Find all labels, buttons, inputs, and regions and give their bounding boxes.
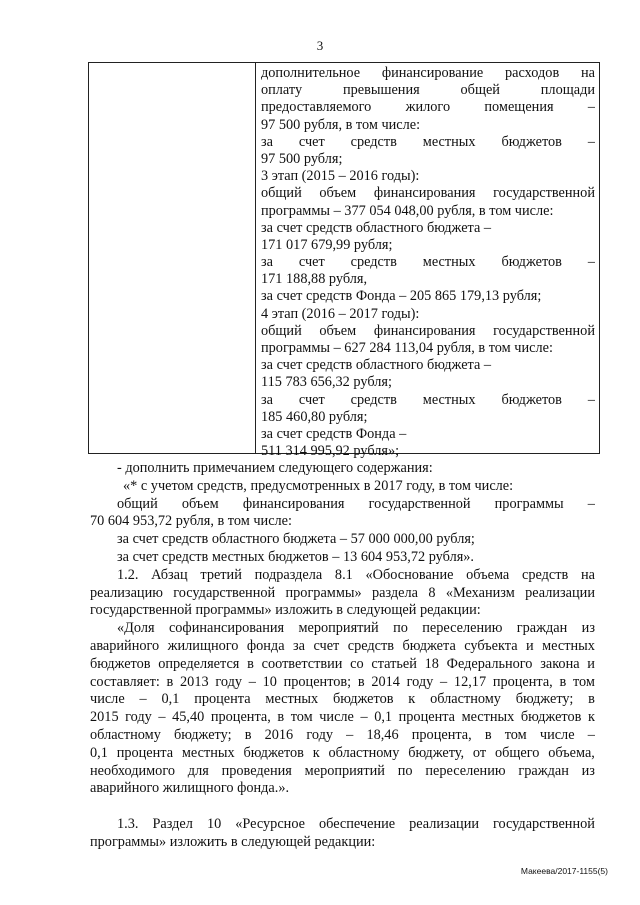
footer-reference: Макеева/2017-1155(5) [520,866,608,876]
word: за [261,254,273,271]
word: на [580,65,595,81]
word: «Доля [117,620,155,637]
word: программы» [285,584,362,601]
word: к [587,709,595,726]
word: средств [350,254,397,271]
word: к [408,691,416,708]
table-line: 171 017 679,99 рубля; [261,236,393,253]
word: общий [261,322,302,339]
word: 10 [262,673,277,690]
body-line: 70 604 953,72 рубля, в том числе: [90,513,292,530]
word: переселению [422,620,503,637]
word: граждан [516,620,568,637]
word: процента, [492,673,553,690]
word: государственной [493,815,595,832]
table-line: 3 этап (2015 – 2016 годы): [261,168,420,185]
table-line: 511 314 995,92 рубля»; [261,443,400,460]
word: средств [350,391,397,408]
word: 8 [428,584,436,601]
word: общей [460,82,500,99]
word: бюджетов [520,709,582,726]
word: процента [398,709,455,726]
word: 18,46 [366,726,399,743]
word: 2013 [180,673,209,690]
word: из [581,620,595,637]
word: переселению [425,762,506,779]
word: бюджету; [174,726,232,743]
table-line: за счет средств Фонда – 205 865 179,13 рубля; [261,288,542,305]
word: Абзац [151,566,188,583]
word: процентов; [283,673,352,690]
word: в [357,673,365,690]
word: общий [261,185,302,202]
table-line [261,99,595,116]
table-line: 185 460,80 рубля; [261,408,368,425]
table-line: за счет средств областного бюджета – [261,357,492,374]
table-line [261,185,595,202]
word: бюджетов [90,655,151,672]
word: – [587,391,595,408]
table-line: программы – 377 054 048,00 рубля, в том числе: [261,202,554,219]
word: программы [494,495,564,512]
body-line: аварийного жилищного фонда.». [90,780,290,797]
word: числе [90,691,125,708]
word: «Обоснование [365,566,454,583]
body-line [90,727,595,745]
word: бюджету, [408,744,465,761]
word: финансирования [373,185,476,202]
word: превышения [342,82,420,99]
word: том [290,709,313,726]
word: в [559,673,567,690]
word: финансирование [381,65,484,81]
body-line [90,656,595,674]
body-line: за счет средств местных бюджетов – 13 604 953,72 рубля». [117,548,474,565]
body-line: за счет средств областного бюджета – 57 000 000,00 рубля; [117,531,475,548]
word: областному [90,726,161,743]
word: бюджетов [501,254,562,271]
word: – [587,726,595,743]
word: финансирования [373,322,476,339]
word: году [406,673,434,690]
word: третий [200,566,242,583]
word: 2014 [371,673,400,690]
word: расходов [505,65,560,81]
word: 45,40 [172,709,205,726]
word: 2015 [90,709,119,726]
word: Федерального [446,655,533,672]
word: 1.2. [117,566,139,583]
word: процента [194,691,251,708]
body-line: «* с учетом средств, предусмотренных в 2017 году, в том числе: [123,477,514,494]
word: для [187,762,209,779]
word: – [587,495,595,512]
word: – [346,726,354,743]
word: закона [540,655,580,672]
word: из [581,762,595,779]
word: за [261,391,273,408]
body-line [90,638,595,656]
word: «Механизм [445,584,515,601]
table-line [261,134,595,151]
word: 18 [424,655,439,672]
word: определяется [158,655,240,672]
word: числе [539,726,575,743]
word: помещения [484,99,554,116]
body-line: государственной программы» изложить в следующей редакции: [90,602,481,619]
word: общий [117,495,158,512]
word: за [293,637,305,654]
word: местных [542,637,595,654]
word: дополнительное [261,65,361,81]
word: бюджетов [501,133,562,150]
table-line: 115 783 656,32 рубля; [261,374,392,391]
word: в [588,691,595,708]
body-line: - дополнить примечанием следующего содержания: [117,460,433,476]
word: жилого [405,99,451,116]
word: статьей [371,655,417,672]
body-line [90,691,595,709]
word: реализацию [90,584,163,601]
word: бюджету; [515,691,574,708]
word: местных [422,391,476,408]
word: бюджетов [501,391,562,408]
word: объем [319,322,357,339]
word: бюджета [402,637,456,654]
word: бюджетов [243,744,304,761]
table-column-divider [255,63,256,453]
word: – [440,673,448,690]
word: необходимого [90,762,175,779]
word: году [306,726,333,743]
word: процента [116,744,174,761]
word: местных [181,744,235,761]
word: реализации [525,584,595,601]
word: общего [494,744,540,761]
word: обеспечение [319,815,396,832]
table-line: 97 500 рубля; [261,150,343,167]
word: году [125,709,152,726]
word: бюджетов [332,691,394,708]
table-text-cell [261,65,595,460]
word: финансирования [242,495,345,512]
document-body [90,460,595,852]
word: подраздела [254,566,323,583]
word: «Ресурсное [235,815,305,832]
page-number: 3 [316,38,324,53]
word: софинансирования [168,620,285,637]
table-line: 171 188,88 рубля, [261,271,368,288]
word: и [587,655,595,672]
body-line [90,763,595,781]
table-line: за счет средств Фонда – [261,425,407,442]
word: фонда [246,637,285,654]
table-line: 97 500 рубля, в том числе: [261,116,421,133]
table-line [261,82,595,99]
table-line [261,254,595,271]
word: процента, [210,709,271,726]
word: – [587,99,595,116]
funding-table [88,62,600,460]
word: – [587,254,595,271]
word: средств [347,637,395,654]
word: и [526,637,534,654]
word: местных [422,133,476,150]
word: жилищного [167,637,239,654]
word: – [139,691,147,708]
word: том [504,726,527,743]
word: аварийного [90,637,160,654]
table-line: 4 этап (2016 – 2017 годы): [261,305,420,322]
word: в [247,655,254,672]
word: площади [540,82,595,99]
table-line: программы – 627 284 113,04 рубля, в том числе: [261,340,553,356]
word: объем [181,495,219,512]
word: 2016 [264,726,294,743]
word: к [312,744,320,761]
word: со [350,655,364,672]
word: Раздел [152,815,193,832]
body-line [117,816,595,834]
word: в [244,726,252,743]
word: 8.1 [334,566,353,583]
word: оплату [261,82,303,99]
body-line [117,798,595,816]
word: счет [298,254,325,271]
word: – [158,709,166,726]
word: раздела [372,584,418,601]
word: году [215,673,242,690]
body-line: программы» изложить в следующей редакции: [90,833,376,850]
word: мероприятий [304,762,385,779]
word: средств [350,133,397,150]
body-line [90,585,595,603]
word: 10 [206,815,222,832]
word: 12,17 [453,673,487,690]
word: граждан [518,762,569,779]
word: счет [313,637,340,654]
body-line [117,496,595,514]
word: государственной [493,185,595,202]
word: государственной [493,322,595,339]
word: местных [265,691,319,708]
word: за [261,133,273,150]
word: областному [430,691,501,708]
body-line [117,620,595,638]
table-line: за счет средств областного бюджета – [261,219,492,236]
table-line [261,392,595,409]
table-line [261,323,595,340]
word: том [572,673,595,690]
word: по [397,762,413,779]
body-line [90,745,595,763]
word: проведения [221,762,292,779]
word: государственной [368,495,471,512]
word: местных [461,709,515,726]
table-line [261,65,595,82]
word: объема [466,566,510,583]
word: – [248,673,256,690]
word: соответствии [261,655,343,672]
word: реализации [409,815,479,832]
word: государственной [173,584,276,601]
body-line [117,567,595,585]
word: объема, [548,744,595,761]
word: местных [422,254,476,271]
word: счет [298,133,325,150]
word: счет [298,391,325,408]
body-line [90,674,595,692]
word: составляет: [90,673,160,690]
word: процента, [411,726,472,743]
word: областному [328,744,400,761]
word: субъекта [464,637,518,654]
word: 1.3. [117,815,139,832]
word: объем [319,185,357,202]
word: 0,1 [90,744,108,761]
word: средств [521,566,569,583]
word: 0,1 [374,709,393,726]
word: мероприятий [298,620,379,637]
word: в [277,709,285,726]
word: от [472,744,487,761]
word: на [580,566,595,583]
word: – [587,133,595,150]
word: числе [319,709,354,726]
word: по [393,620,408,637]
word: предоставляемого [261,99,372,116]
word: – [360,709,368,726]
body-line [90,709,595,727]
word: 0,1 [161,691,180,708]
word: в [484,726,492,743]
word: в [166,673,174,690]
